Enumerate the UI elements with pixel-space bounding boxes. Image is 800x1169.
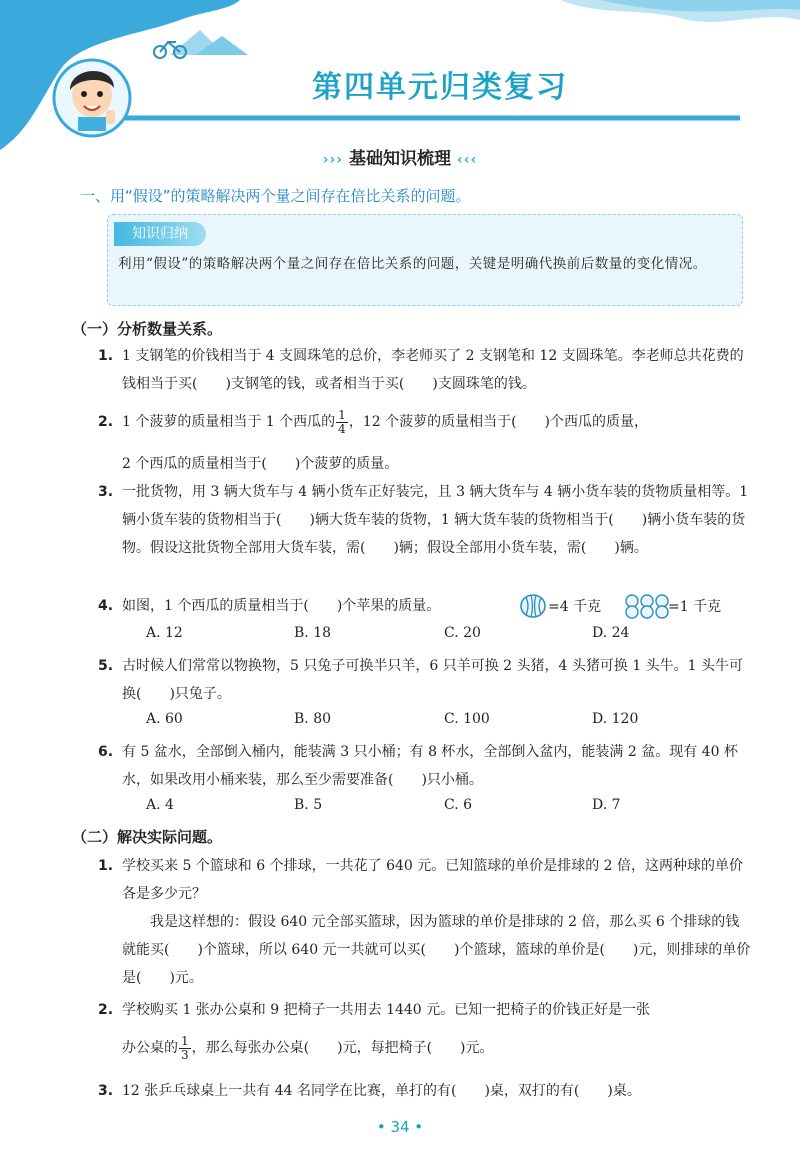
knowledge-text: 利用“假设”的策略解决两个量之间存在倍比关系的问题，关键是明确代换前后数量的变化情况。 <box>118 256 707 272</box>
page-title: 第四单元归类复习 <box>312 70 568 105</box>
fraction: $\frac{1}{4}$ <box>338 407 346 436</box>
thumbs-up-icon <box>106 110 115 124</box>
section-subtitle <box>0 144 800 169</box>
option-b: B. 5 <box>294 797 323 813</box>
fraction: $\frac{1}{3}$ <box>181 1033 189 1062</box>
option-d: D. 24 <box>592 625 630 641</box>
figure-eq-1: =4 千克 <box>548 599 602 615</box>
figure-eq-2: =1 千克 <box>668 599 722 615</box>
question-number: 6. <box>98 744 114 760</box>
problem-3 <box>98 1077 752 1105</box>
question-number: 3. <box>98 484 114 500</box>
question-4 <box>98 592 522 620</box>
arrows-right-icon: ‹‹‹ <box>456 152 478 168</box>
option-b: B. 80 <box>294 711 332 727</box>
question-number: 2. <box>98 414 114 430</box>
problem-1 <box>98 852 752 992</box>
question-number: 2. <box>98 1002 114 1018</box>
question-text: 有 5 盆水，全部倒入桶内，能装满 3 只小桶；有 8 杯水，全部倒入盆内，能装满 2 盆。现有 40 杯水，如果改用小桶来装，那么至少需要准备( )只小桶。 <box>122 744 738 788</box>
option-c: C. 6 <box>444 797 473 813</box>
question-text: 2 个西瓜的质量相当于( )个菠萝的质量。 <box>122 456 399 472</box>
knowledge-tag: 知识归纳 <box>114 222 206 246</box>
question-4-figure <box>520 593 760 619</box>
problem-2-line-2 <box>122 1034 752 1062</box>
question-number: 1. <box>98 348 114 364</box>
problem-2 <box>98 996 752 1024</box>
section-heading-1: 一、用“假设”的策略解决两个量之间存在倍比关系的问题。 <box>80 187 471 205</box>
option-d: D. 7 <box>592 797 621 813</box>
question-6-options <box>146 797 746 819</box>
knowledge-box <box>107 214 743 306</box>
question-text: 学校买来 5 个篮球和 6 个排球，一共花了 640 元。已知篮球的单价是排球的 2 倍，这两种球的单价各是多少元？ <box>122 858 744 902</box>
subtitle-text: 基础知识梳理 <box>349 149 451 169</box>
question-5-options <box>146 711 746 733</box>
option-a: A. 12 <box>146 625 183 641</box>
question-4-options <box>146 625 746 647</box>
option-d: D. 120 <box>592 711 639 727</box>
question-text: 12 张乒乓球桌上一共有 44 名同学在比赛，单打的有( )桌，双打的有( )桌。 <box>122 1083 641 1099</box>
solution-text: 我是这样想的：假设 640 元全部买篮球，因为篮球的单价是排球的 2 倍，那么买 6 个排球的钱就能买( )个篮球，所以 640 元一共就可以买( )个篮球，篮球的单价是( )元，则排球的单价是( )元。 <box>122 914 751 986</box>
option-a: A. 60 <box>146 711 183 727</box>
watermelon-icon <box>520 593 546 619</box>
question-1 <box>98 342 752 398</box>
question-5 <box>98 652 752 708</box>
option-c: C. 20 <box>444 625 481 641</box>
question-6 <box>98 738 752 794</box>
question-text: ，那么每张办公桌( )元，每把椅子( )元。 <box>191 1040 494 1056</box>
option-a: A. 4 <box>146 797 174 813</box>
question-text: 1 个菠萝的质量相当于 1 个西瓜的 <box>122 414 336 430</box>
question-3 <box>98 478 752 562</box>
group-heading-1: （一）分析数量关系。 <box>72 320 223 338</box>
arrows-left-icon: ››› <box>322 152 344 168</box>
question-text: ，12 个菠萝的质量相当于( )个西瓜的质量， <box>348 414 648 430</box>
option-b: B. 18 <box>294 625 332 641</box>
page-number: • 34 • <box>376 1118 424 1136</box>
question-text: 古时候人们常常以物换物，5 只兔子可换半只羊，6 只羊可换 2 头猪，4 头猪可换 1 头牛。1 头牛可换( )只兔子。 <box>122 658 744 702</box>
question-text: 办公桌的 <box>122 1040 178 1056</box>
group-heading-2: （二）解决实际问题。 <box>72 828 223 846</box>
question-number: 3. <box>98 1083 114 1099</box>
question-text: 学校购买 1 张办公桌和 9 把椅子一共用去 1440 元。已知一把椅子的价钱正好是一张 <box>122 1002 651 1018</box>
question-number: 4. <box>98 598 114 614</box>
option-c: C. 100 <box>444 711 490 727</box>
question-text: 1 支钢笔的价钱相当于 4 支圆珠笔的总价，李老师买了 2 支钢笔和 12 支圆珠笔。李老师总共花费的钱相当于买( )支钢笔的钱，或者相当于买( )支圆珠笔的钱。 <box>122 348 744 392</box>
question-number: 5. <box>98 658 114 674</box>
question-number: 1. <box>98 858 114 874</box>
question-text: 如图，1 个西瓜的质量相当于( )个苹果的质量。 <box>122 598 441 614</box>
question-2-line-2 <box>122 450 752 478</box>
question-2 <box>98 406 752 438</box>
question-text: 一批货物，用 3 辆大货车与 4 辆小货车正好装完，且 3 辆大货车与 4 辆小货车装的货物质量相等。1 辆小货车装的货物相当于( )辆大货车装的货物，1 辆大货车装的货物相当于( )辆小货车装的货物。假设这批货物全部用大货车装，需( )辆；假设全部用小货车装，需( )辆。 <box>122 484 749 556</box>
